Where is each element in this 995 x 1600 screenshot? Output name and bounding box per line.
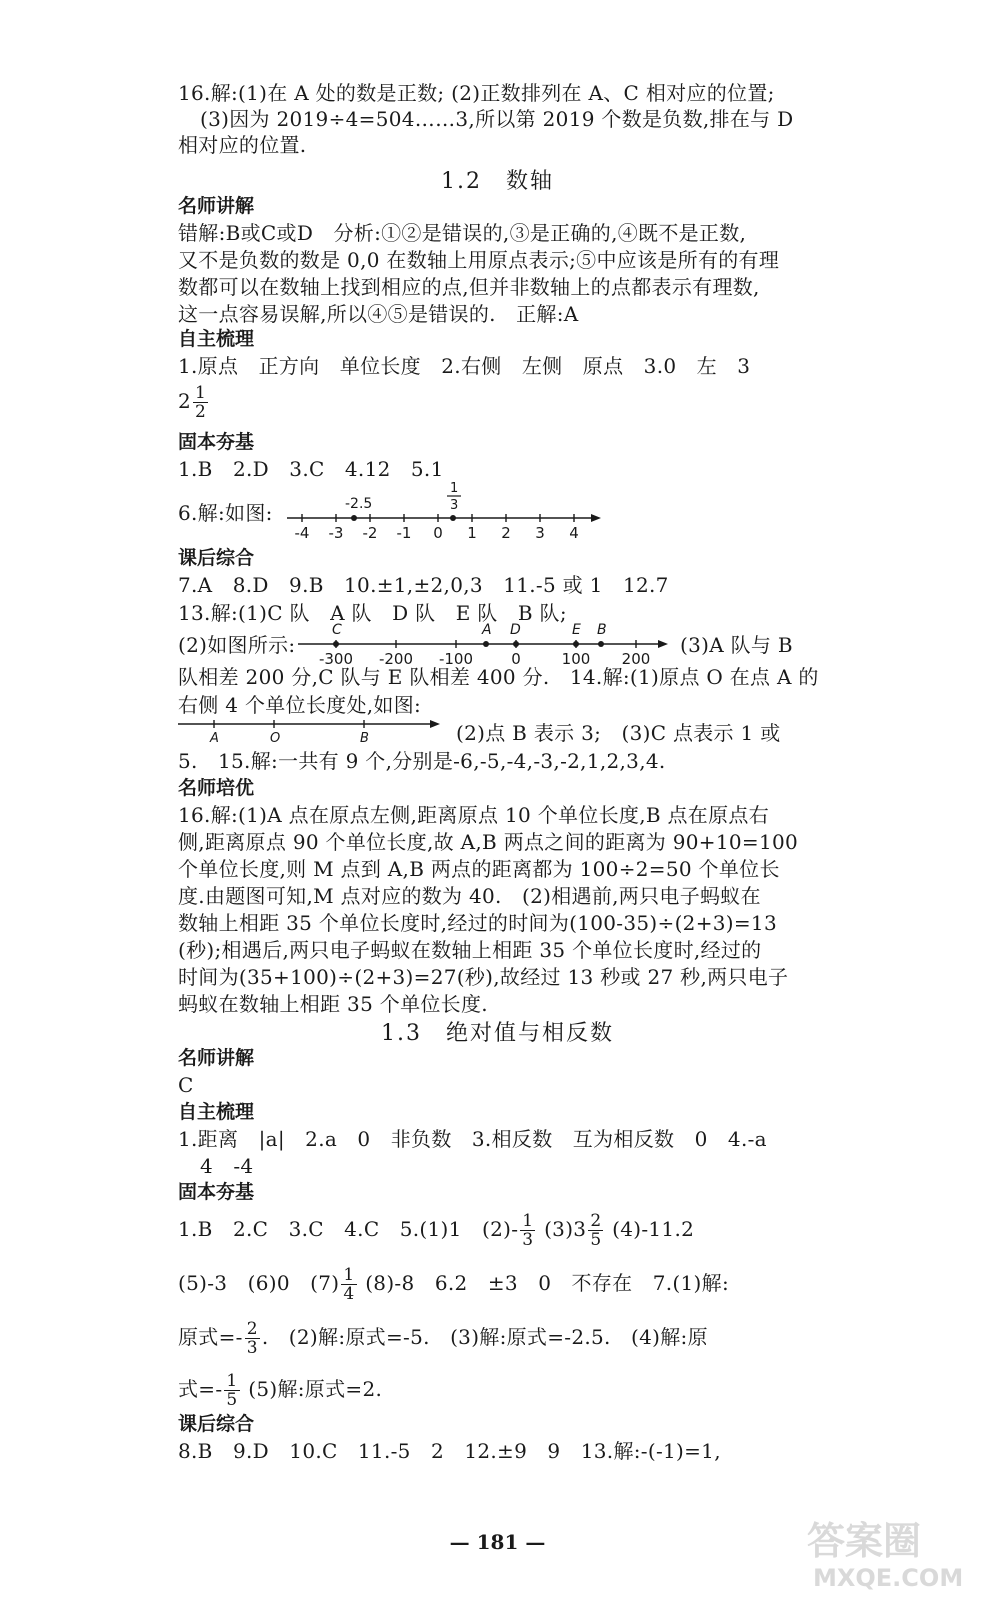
number-line-1 xyxy=(285,478,605,544)
tick-label: -3 xyxy=(328,524,344,542)
heading-self-review-2: 自主梳理 xyxy=(178,1101,255,1123)
point-one-third xyxy=(450,515,456,521)
excellence-line5: 数轴上相距 35 个单位长度时,经过的时间为(100-35)÷(2+3)=13 xyxy=(178,911,777,935)
tick-label: -300 xyxy=(318,650,354,668)
label-A: A xyxy=(210,731,219,746)
after-class-2-line1: 8.B 9.D 10.C 11.-5 2 12.±9 9 13.解:-(-1)=1, xyxy=(178,1439,721,1463)
explain-line2: 又不是负数的数是 0,0 在数轴上用原点表示;⑤中应该是所有的有理 xyxy=(178,248,780,272)
answer-16-line1: 16.解:(1)在 A 处的数是正数; (2)正数排列在 A、C 相对应的位置; xyxy=(178,81,775,105)
foundation-2-line3: 原式=- $\frac{2}{3}$ . (2)解:原式=-5. (3)解:原式=-2.5. (4)解:原 xyxy=(178,1319,708,1358)
tick-label: 200 xyxy=(621,650,651,668)
arrow-right-icon xyxy=(591,514,601,522)
foundation-line1: 1.B 2.D 3.C 4.12 5.1 xyxy=(178,457,444,481)
number-line-3 xyxy=(178,712,448,748)
explain-line4: 这一点容易误解,所以④⑤是错误的. 正解:A xyxy=(178,302,579,326)
foundation-line2: 6.解:如图: xyxy=(178,501,273,525)
label-B: B xyxy=(360,731,369,746)
tick-label: 3 xyxy=(535,524,545,542)
label-neg-2-5: -2.5 xyxy=(345,496,373,512)
heading-after-class-2: 课后综合 xyxy=(178,1413,255,1435)
after-class-line3b: (3)A 队与 B xyxy=(680,633,793,657)
excellence-line4: 度.由题图可知,M 点对应的数为 40. (2)相遇前,两只电子蚂蚁在 xyxy=(178,884,761,908)
self-review-2-line1: 1.距离 |a| 2.a 0 非负数 3.相反数 互为相反数 0 4.-a xyxy=(178,1127,767,1151)
tick-label: 1 xyxy=(467,524,477,542)
heading-teacher-explain: 名师讲解 xyxy=(178,195,255,217)
self-review-2-line2: 4 -4 xyxy=(200,1154,254,1178)
heading-foundation-2: 固本夯基 xyxy=(178,1181,255,1203)
tick-label: 2 xyxy=(501,524,511,542)
excellence-line3: 个单位长度,则 M 点到 A,B 两点的距离都为 100÷2=50 个单位长 xyxy=(178,857,780,881)
excellence-line8: 蚂蚁在数轴上相距 35 个单位长度. xyxy=(178,992,488,1016)
fraction: $\frac{2}{3}$ xyxy=(246,1319,258,1358)
tick-label: 100 xyxy=(561,650,591,668)
explain-line3: 数都可以在数轴上找到相应的点,但并非数轴上的点都表示有理数, xyxy=(178,275,760,299)
point-B xyxy=(598,641,604,647)
watermark-text: 答案圈 xyxy=(807,1519,922,1563)
section-title-1-3: 1.3 绝对值与相反数 xyxy=(381,1021,614,1046)
label-one-third-den: 3 xyxy=(450,498,459,513)
tick-label: -1 xyxy=(396,524,412,542)
tick-label: -2 xyxy=(362,524,378,542)
label-one-third-num: 1 xyxy=(450,481,459,496)
section-title-1-2: 1.2 数轴 xyxy=(441,169,554,194)
watermark-url: MXQE.COM xyxy=(813,1564,964,1592)
fraction: $\frac{1}{4}$ xyxy=(343,1265,355,1304)
explain-line1: 错解:B或C或D 分析:①②是错误的,③是正确的,④既不是正数, xyxy=(178,221,747,245)
label-O: O xyxy=(270,731,281,746)
label-E: E xyxy=(572,622,581,638)
foundation-2-line2: (5)-3 (6)0 (7) $\frac{1}{4}$ (8)-8 6.2 ±3 0 不存在 7.(1)解: xyxy=(178,1265,729,1304)
fraction: $\frac{1}{3}$ xyxy=(522,1211,534,1250)
tick-label: 0 xyxy=(433,524,443,542)
heading-excellence: 名师培优 xyxy=(178,777,255,799)
tick-label: -4 xyxy=(294,524,310,542)
after-class-line2: 13.解:(1)C 队 A 队 D 队 E 队 B 队; xyxy=(178,601,567,625)
foundation-2-line1: 1.B 2.C 3.C 4.C 5.(1)1 (2)- $\frac{1}{3}$ (3)3 $\frac{2}{5}$ (4)-11.2 xyxy=(178,1211,695,1250)
heading-foundation: 固本夯基 xyxy=(178,431,255,453)
point-C xyxy=(333,641,339,647)
label-C: C xyxy=(332,622,342,638)
after-class-line7: 5. 15.解:一共有 9 个,分别是-6,-5,-4,-3,-2,1,2,3,4. xyxy=(178,749,666,773)
excellence-line1: 16.解:(1)A 点在原点左侧,距离原点 10 个单位长度,B 点在原点右 xyxy=(178,803,770,827)
tick-label: 0 xyxy=(511,650,521,668)
label-D: D xyxy=(510,622,521,638)
heading-teacher-explain-2: 名师讲解 xyxy=(178,1047,255,1069)
watermark-logo xyxy=(799,1514,989,1594)
excellence-line2: 侧,距离原点 90 个单位长度,故 A,B 两点之间的距离为 90+10=100 xyxy=(178,830,799,854)
arrow-right-icon xyxy=(430,720,440,728)
label-A: A xyxy=(482,622,492,638)
fraction: $\frac{1}{5}$ xyxy=(226,1371,238,1410)
point-neg-2-5 xyxy=(351,515,357,521)
after-class-line1: 7.A 8.D 9.B 10.±1,±2,0,3 11.-5 或 1 12.7 xyxy=(178,573,669,597)
tick-label: -100 xyxy=(438,650,474,668)
excellence-line6: (秒);相遇后,两只电子蚂蚁在数轴上相距 35 个单位长度时,经过的 xyxy=(178,938,762,962)
after-class-line3a: (2)如图所示: xyxy=(178,633,296,657)
after-class-line4: 队相差 200 分,C 队与 E 队相差 400 分. 14.解:(1)原点 O 在点 A 的 xyxy=(178,665,819,689)
point-E xyxy=(573,641,579,647)
heading-self-review: 自主梳理 xyxy=(178,328,255,350)
heading-after-class: 课后综合 xyxy=(178,547,255,569)
mixed-number-whole: 2 xyxy=(178,389,192,413)
foundation-2-line4: 式=- $\frac{1}{5}$ (5)解:原式=2. xyxy=(178,1371,383,1410)
fraction: $\frac{1}{2}$ xyxy=(195,383,207,422)
explain-answer: C xyxy=(178,1073,194,1097)
point-A xyxy=(483,641,489,647)
self-review-line2 xyxy=(178,384,210,421)
label-B: B xyxy=(597,622,607,638)
after-class-line6b: (2)点 B 表示 3; (3)C 点表示 1 或 xyxy=(456,721,781,745)
answer-16-line2: (3)因为 2019÷4=504……3,所以第 2019 个数是负数,排在与 D xyxy=(200,107,794,131)
excellence-line7: 时间为(35+100)÷(2+3)=27(秒),故经过 13 秒或 27 秒,两只电子 xyxy=(178,965,789,989)
tick-label: 4 xyxy=(569,524,579,542)
self-review-line1: 1.原点 正方向 单位长度 2.右侧 左侧 原点 3.0 左 3 xyxy=(178,354,751,378)
fraction: $\frac{2}{5}$ xyxy=(590,1211,602,1250)
arrow-right-icon xyxy=(658,640,668,648)
tick-label: -200 xyxy=(378,650,414,668)
page-number: — 181 — xyxy=(449,1530,546,1554)
after-class-line5: 右侧 4 个单位长度处,如图: xyxy=(178,693,422,717)
point-D xyxy=(513,641,519,647)
answer-16-line3: 相对应的位置. xyxy=(178,133,307,157)
